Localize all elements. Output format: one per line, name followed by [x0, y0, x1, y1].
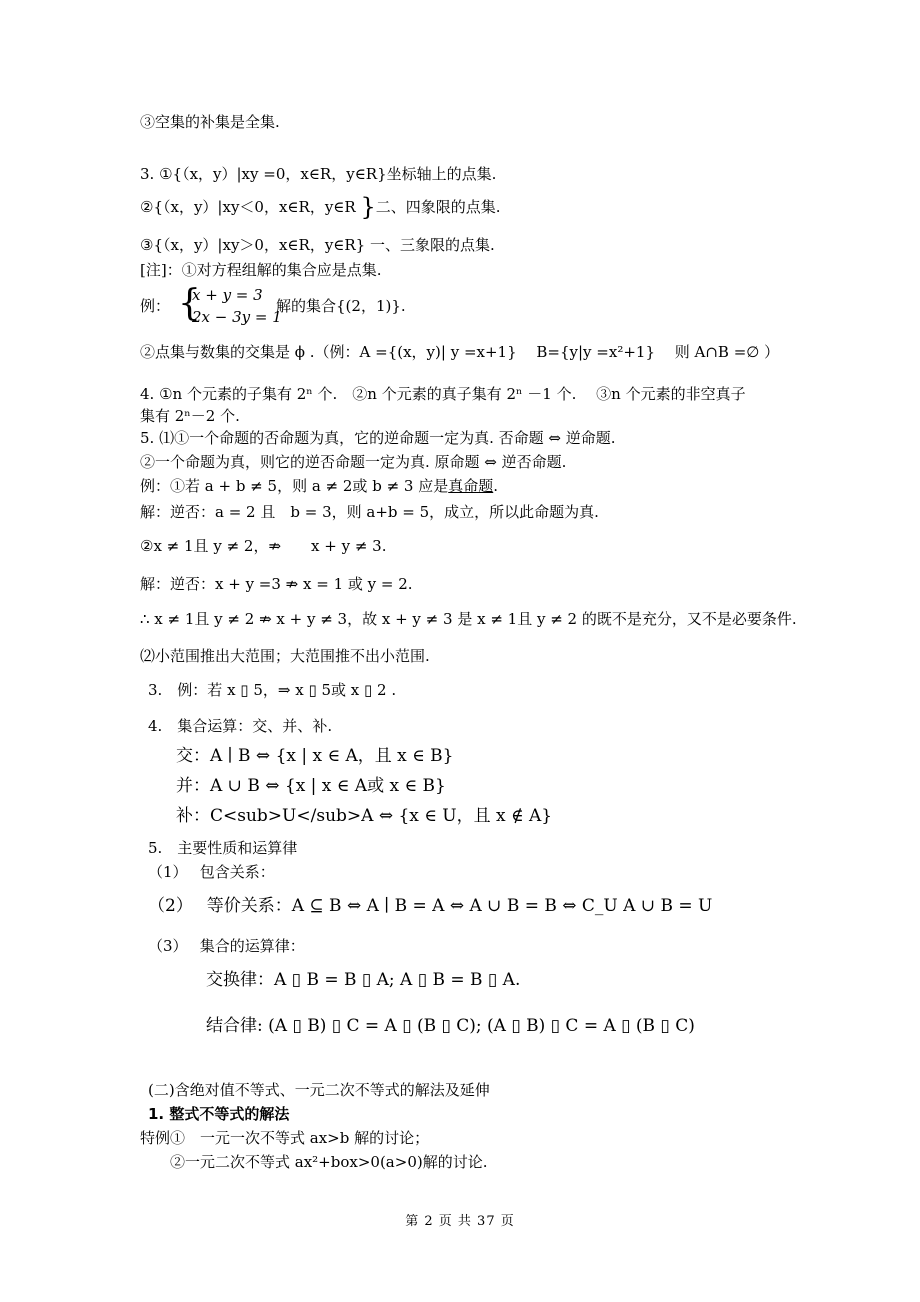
text-span: 例：①若 a + b ≠ 5，则 a ≠ 2或 b ≠ 3 应是: [140, 477, 449, 495]
text-span: .: [493, 477, 499, 495]
text-line: 例：: [140, 297, 171, 315]
formula-line: 补：C<sub>U</sub>A ⇔ {x ∈ U，且 x ∉ A}: [176, 806, 553, 826]
text-line: 5. ⑴①一个命题的否命题为真，它的逆命题一定为真. 否命题 ⇔ 逆命题.: [140, 429, 616, 447]
text-line: ②x ≠ 1且 y ≠ 2，⇏ x + y ≠ 3.: [140, 537, 387, 555]
text-line: ③空集的补集是全集.: [140, 113, 280, 131]
text-line: ②一元二次不等式 ax²+box>0(a>0)解的讨论.: [170, 1153, 488, 1171]
formula-line: 交：A ∣ B ⇔ {x | x ∈ A，且 x ∈ B}: [176, 746, 454, 766]
text-line: 3. ①{（x，y）|xy =0，x∈R，y∈R}坐标轴上的点集.: [140, 165, 497, 183]
text-line: ③{（x，y）|xy＞0，x∈R，y∈R} 一、三象限的点集.: [140, 236, 495, 254]
text-line: [注]：①对方程组解的集合应是点集.: [140, 261, 382, 279]
equation: 2x − 3y = 1: [192, 308, 282, 326]
text-line: 特例① 一元一次不等式 ax>b 解的讨论；: [140, 1129, 430, 1147]
formula-line: 并：A ∪ B ⇔ {x | x ∈ A或 x ∈ B}: [176, 776, 446, 796]
text-line: 解的集合{(2，1)}.: [276, 297, 406, 315]
text-line: 解：逆否：x + y =3 ⇏ x = 1 或 y = 2.: [140, 575, 413, 593]
text-line: （1） 包含关系：: [148, 863, 275, 881]
equation: x + y = 3: [192, 286, 263, 304]
formula-line: 结合律: (A ▯ B) ▯ C = A ▯ (B ▯ C); (A ▯ B) ▯ C = A ▯ (B ▯ C): [206, 1016, 695, 1036]
text-line: 4. ①n 个元素的子集有 2ⁿ 个. ②n 个元素的真子集有 2ⁿ －1 个. ③n 个元素的非空真子: [140, 385, 746, 403]
page-footer: 第 2 页 共 37 页: [405, 1214, 515, 1229]
text-line: [140, 476, 498, 496]
subsection-heading: 1. 整式不等式的解法: [148, 1105, 290, 1123]
formula-line: （2） 等价关系：A ⊆ B ⇔ A ∣ B = A ⇔ A ∪ B = B ⇔ C_U A ∪ B = U: [148, 896, 713, 916]
left-brace-icon: {: [178, 283, 201, 324]
underlined-answer: 真命题: [448, 477, 494, 495]
text-line: ∴ x ≠ 1且 y ≠ 2 ⇏ x + y ≠ 3，故 x + y ≠ 3 是 x ≠ 1且 y ≠ 2 的既不是充分，又不是必要条件.: [140, 610, 797, 628]
text-line: [140, 193, 501, 221]
brace-icon: }: [360, 193, 376, 221]
text-span: ②{（x，y）|xy＜0，x∈R，y∈R: [140, 198, 361, 216]
text-line: ②点集与数集的交集是 ϕ .（例：A ={(x，y)| y =x+1} B={y|y =x²+1} 则 A∩B =∅ ）: [140, 343, 780, 361]
text-line: ⑵小范围推出大范围；大范围推不出小范围.: [140, 647, 430, 665]
text-line: 5. 主要性质和运算律: [148, 839, 298, 857]
text-line: 3. 例：若 x ▯ 5，⇒ x ▯ 5或 x ▯ 2 .: [148, 681, 397, 699]
text-line: （3） 集合的运算律：: [148, 937, 305, 955]
text-line: ②一个命题为真，则它的逆否命题一定为真. 原命题 ⇔ 逆否命题.: [140, 453, 567, 471]
text-line: 集有 2ⁿ－2 个.: [140, 407, 240, 425]
section-heading: (二)含绝对值不等式、一元二次不等式的解法及延伸: [148, 1081, 490, 1099]
text-span: 二、四象限的点集.: [375, 198, 501, 216]
formula-line: 交换律：A ▯ B = B ▯ A; A ▯ B = B ▯ A.: [206, 970, 521, 990]
text-line: 4. 集合运算：交、并、补.: [148, 717, 333, 735]
text-line: 解：逆否：a = 2 且 b = 3，则 a+b = 5，成立，所以此命题为真.: [140, 503, 599, 521]
